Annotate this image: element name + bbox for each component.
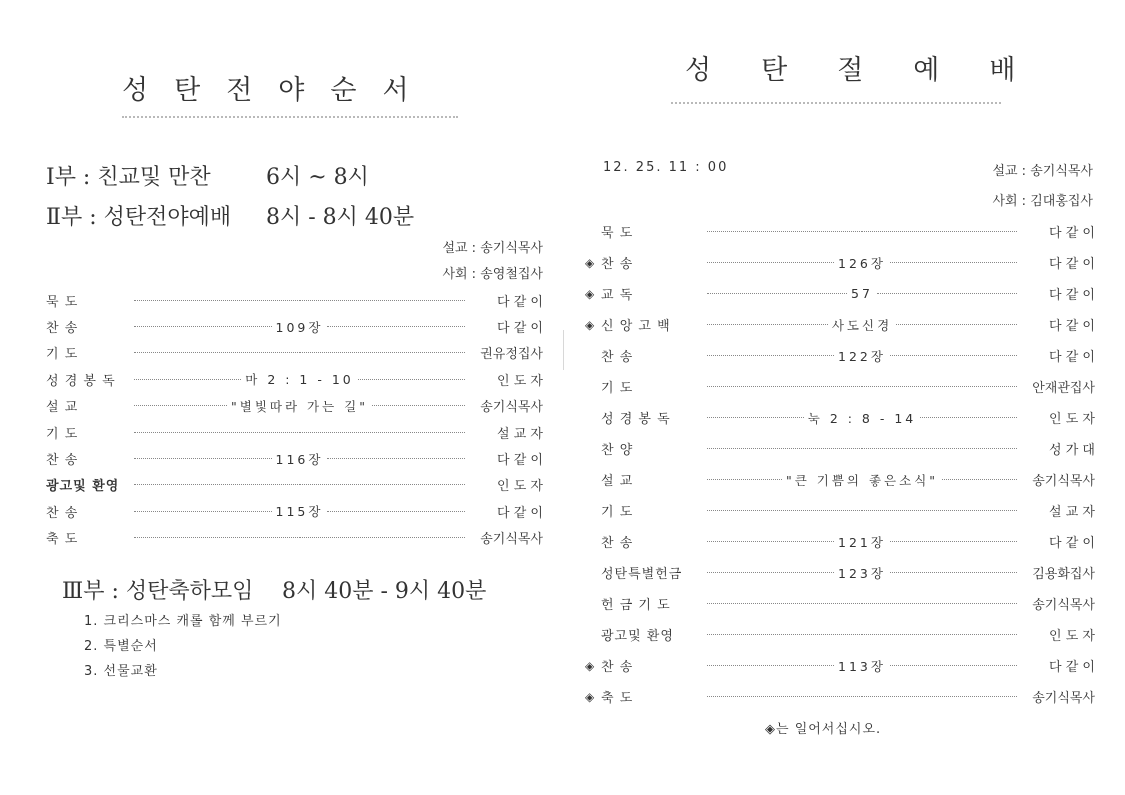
title-char: 성 <box>685 55 712 86</box>
order-label: 묵 도 <box>46 294 79 310</box>
order-label: 찬 송 <box>601 350 634 365</box>
order-row <box>46 498 543 524</box>
order-label: 찬 송 <box>601 536 634 551</box>
order-row <box>585 371 1095 402</box>
order-label: 찬 송 <box>601 660 634 675</box>
order-row <box>585 216 1095 247</box>
order-label: 찬 양 <box>601 443 634 458</box>
order-label: 축 도 <box>601 691 634 706</box>
order-row <box>46 287 543 313</box>
part-3-items <box>84 610 282 685</box>
order-row <box>585 278 1095 309</box>
order-label: 성 경 봉 독 <box>46 373 116 389</box>
leader <box>128 352 473 353</box>
leader <box>701 409 1025 427</box>
leader <box>701 564 1025 582</box>
leader <box>128 432 473 433</box>
order-label: 광고및 환영 <box>601 629 674 644</box>
order-label: 기 도 <box>46 426 79 442</box>
part-title: Ⅲ부 : 성탄축하모임 <box>62 579 254 604</box>
part-3-heading <box>62 574 486 605</box>
list-item: 2. 특별순서 <box>84 639 158 654</box>
stand-mark-icon: ◈ <box>585 689 595 704</box>
order-row <box>585 495 1095 526</box>
order-leader: 인 도 자 <box>1049 412 1095 427</box>
order-detail: 113장 <box>838 658 886 674</box>
host-info: 사회 : 송영철집사 <box>442 267 543 282</box>
order-leader: 다 같 이 <box>497 453 543 469</box>
leader <box>128 450 473 468</box>
christmas-day-title <box>685 48 1065 87</box>
christmas-day-program <box>565 0 1125 795</box>
order-leader: 송기식목사 <box>1032 691 1095 706</box>
part-1-heading <box>46 160 369 191</box>
order-row <box>585 557 1095 588</box>
order-label: 기 도 <box>601 381 634 396</box>
order-row <box>46 393 543 419</box>
order-leader: 권유정집사 <box>480 347 543 363</box>
stand-mark-icon: ◈ <box>585 255 595 270</box>
stand-note: ◈는 일어서십시오. <box>765 722 882 737</box>
leader <box>128 484 473 485</box>
title-char: 성 <box>122 75 149 106</box>
leader <box>128 537 473 538</box>
title-char: 탄 <box>761 55 788 86</box>
part-time: 8시 40분 - 9시 40분 <box>282 579 487 604</box>
order-leader: 다 같 이 <box>497 505 543 521</box>
leader <box>701 696 1025 697</box>
order-leader: 인 도 자 <box>497 373 543 389</box>
order-detail: 57 <box>851 286 873 301</box>
order-label: 교 독 <box>601 288 634 303</box>
leader <box>701 510 1025 511</box>
order-leader: 다 같 이 <box>1049 226 1095 241</box>
order-leader: 인 도 자 <box>1049 629 1095 644</box>
title-underline <box>671 102 1001 104</box>
order-detail: 122장 <box>838 348 886 364</box>
part-time: 8시 - 8시 40분 <box>266 205 415 230</box>
order-label: 묵 도 <box>601 226 634 241</box>
order-row <box>46 313 543 339</box>
order-row <box>585 681 1095 712</box>
stand-mark-icon: ◈ <box>585 658 595 673</box>
part-title: Ⅱ부 : 성탄전야예배 <box>46 205 232 230</box>
order-label: 기 도 <box>46 347 79 363</box>
leader <box>701 386 1025 387</box>
title-char: 순 <box>330 75 357 106</box>
order-label: 찬 송 <box>46 453 79 469</box>
leader <box>701 231 1025 232</box>
leader <box>128 397 473 415</box>
order-detail: 126장 <box>838 255 886 271</box>
order-label: 찬 송 <box>601 257 634 272</box>
order-label: 찬 송 <box>46 505 79 521</box>
order-leader: 다 같 이 <box>1049 257 1095 272</box>
order-row <box>46 419 543 445</box>
leader <box>701 533 1025 551</box>
order-row <box>585 433 1095 464</box>
order-row <box>46 445 543 471</box>
order-detail: 마 2 : 1 - 10 <box>245 372 354 388</box>
stand-mark-icon: ◈ <box>585 286 595 301</box>
preacher-info: 설교 : 송기식목사 <box>992 164 1093 179</box>
order-detail: 123장 <box>838 565 886 581</box>
order-leader: 안재관집사 <box>1032 381 1095 396</box>
christmas-day-order-list <box>585 216 1095 712</box>
title-char: 전 <box>226 75 253 106</box>
title-char: 탄 <box>174 75 201 106</box>
leader <box>701 286 1025 301</box>
order-row <box>46 366 543 392</box>
order-detail: 109장 <box>275 319 324 335</box>
order-leader: 성 가 대 <box>1049 443 1095 458</box>
order-leader: 송기식목사 <box>1032 598 1095 613</box>
order-row <box>585 588 1095 619</box>
order-leader: 송기식목사 <box>480 400 543 416</box>
order-detail: "별빛따라 가는 길" <box>231 398 368 414</box>
order-leader: 다 같 이 <box>1049 350 1095 365</box>
order-leader: 다 같 이 <box>1049 288 1095 303</box>
order-leader: 다 같 이 <box>1049 660 1095 675</box>
order-label: 찬 송 <box>46 321 79 337</box>
service-datetime: 12. 25. 11 : 00 <box>603 160 729 175</box>
order-row <box>46 525 543 551</box>
leader <box>701 471 1025 489</box>
part-title: Ⅰ부 : 친교및 만찬 <box>46 165 211 190</box>
order-leader: 다 같 이 <box>497 294 543 310</box>
preacher-info: 설교 : 송기식목사 <box>442 241 543 256</box>
order-leader: 김용화집사 <box>1032 567 1095 582</box>
order-detail: 116장 <box>275 451 324 467</box>
order-leader: 설 교 자 <box>497 426 543 442</box>
leader <box>701 316 1025 334</box>
order-row <box>46 340 543 366</box>
order-detail: 눅 2 : 8 - 14 <box>807 410 917 426</box>
order-label: 성탄특별헌금 <box>601 567 683 582</box>
order-leader: 다 같 이 <box>1049 536 1095 551</box>
order-row <box>585 526 1095 557</box>
part-2-heading <box>46 200 414 231</box>
title-char: 배 <box>989 55 1016 86</box>
leader <box>701 254 1025 272</box>
stand-mark-icon: ◈ <box>585 317 595 332</box>
host-info: 사회 : 김대홍집사 <box>992 194 1093 209</box>
christmas-eve-order-list <box>46 287 543 551</box>
order-label: 축 도 <box>46 532 79 548</box>
title-char: 절 <box>837 55 864 86</box>
title-char: 예 <box>913 55 940 86</box>
leader <box>128 318 473 336</box>
order-row <box>585 340 1095 371</box>
part-time: 6시 ~ 8시 <box>266 165 369 190</box>
order-detail: "큰 기쁨의 좋은소식" <box>785 472 939 488</box>
order-label: 설 교 <box>46 400 79 416</box>
order-detail: 사도신경 <box>831 317 893 333</box>
order-label: 헌 금 기 도 <box>601 598 671 613</box>
order-row <box>585 247 1095 278</box>
leader <box>128 370 473 388</box>
list-item: 3. 선물교환 <box>84 664 158 679</box>
order-leader: 송기식목사 <box>480 532 543 548</box>
title-char: 서 <box>382 75 409 106</box>
order-row <box>585 650 1095 681</box>
title-underline <box>122 116 458 118</box>
order-leader: 인 도 자 <box>497 479 543 495</box>
order-label: 성 경 봉 독 <box>601 412 671 427</box>
order-row <box>585 309 1095 340</box>
order-leader: 다 같 이 <box>1049 319 1095 334</box>
order-leader: 설 교 자 <box>1049 505 1095 520</box>
leader <box>701 634 1025 635</box>
title-char: 야 <box>278 75 305 106</box>
order-label: 신 앙 고 백 <box>601 319 671 334</box>
order-label: 광고및 환영 <box>46 479 120 495</box>
leader <box>701 347 1025 365</box>
order-label: 기 도 <box>601 505 634 520</box>
order-label: 설 교 <box>601 474 634 489</box>
list-item: 1. 크리스마스 캐롤 함께 부르기 <box>84 614 282 629</box>
leader <box>128 300 473 301</box>
order-detail: 121장 <box>838 534 886 550</box>
leader <box>701 657 1025 675</box>
order-detail: 115장 <box>275 504 324 520</box>
leader <box>128 502 473 520</box>
order-leader: 송기식목사 <box>1032 474 1095 489</box>
leader <box>701 603 1025 604</box>
christmas-eve-title <box>122 68 435 107</box>
order-row <box>585 464 1095 495</box>
order-row <box>585 402 1095 433</box>
order-row <box>46 472 543 498</box>
leader <box>701 448 1025 449</box>
order-row <box>585 619 1095 650</box>
order-leader: 다 같 이 <box>497 321 543 337</box>
